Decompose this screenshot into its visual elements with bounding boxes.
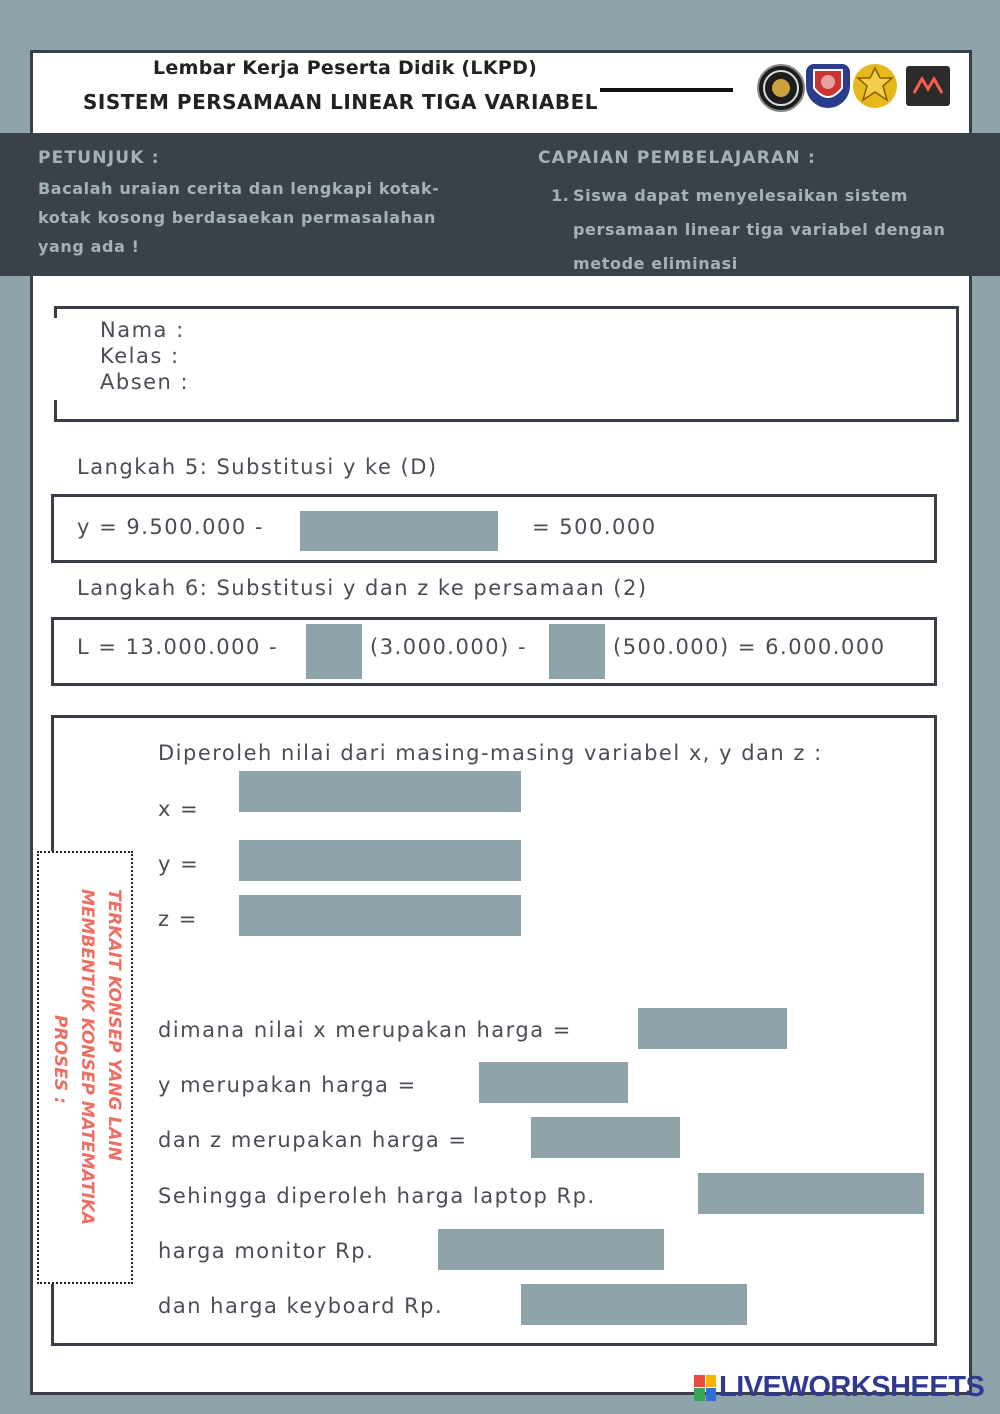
step6-coef-z-field[interactable] [549, 624, 605, 679]
process-note-box [37, 851, 133, 1284]
step6-part2: (3.000.000) - [370, 635, 528, 659]
laptop-price-field[interactable] [698, 1173, 924, 1214]
kelas-label: Kelas : [100, 344, 180, 368]
laptop-price-label: Sehingga diperoleh harga laptop Rp. [158, 1184, 596, 1208]
x-price-label: dimana nilai x merupakan harga = [158, 1018, 572, 1042]
petunjuk-text: Bacalah uraian cerita dan lengkapi kotak- kotak kosong berdasaekan permasalahan yang ada ! [38, 179, 440, 256]
step5-eq-right: = 500.000 [532, 515, 657, 539]
instruction-band [0, 133, 1000, 276]
process-note-line2: MEMBENTUK KONSEP MATEMATIKA [77, 889, 98, 1226]
step6-part3: (500.000) = 6.000.000 [613, 635, 886, 659]
z-label: z = [158, 907, 198, 931]
y-price-label: y merupakan harga = [158, 1073, 417, 1097]
keyboard-price-field[interactable] [521, 1284, 747, 1325]
x-label: x = [158, 797, 200, 821]
header-divider [600, 88, 733, 92]
y-answer-field[interactable] [239, 840, 521, 881]
result-intro: Diperoleh nilai dari masing-masing variabel x, y dan z : [158, 741, 823, 765]
university-seal-icon [757, 64, 805, 112]
x-answer-field[interactable] [239, 771, 521, 812]
capaian-label: CAPAIAN PEMBELAJARAN : [538, 148, 816, 168]
capaian-number: 1. [551, 186, 570, 205]
y-label: y = [158, 852, 200, 876]
school-badge-icon [853, 64, 897, 108]
liveworksheets-logo-icon [694, 1375, 716, 1401]
petunjuk-label: PETUNJUK : [38, 148, 160, 168]
capaian-text: Siswa dapat menyelesaikan sistem persamaan linear tiga variabel dengan metode eliminasi [573, 186, 946, 273]
step6-coef-y-field[interactable] [306, 624, 362, 679]
mascot-logo-icon [806, 64, 850, 108]
nama-label: Nama : [100, 318, 185, 342]
step6-part1: L = 13.000.000 - [77, 635, 279, 659]
step6-heading: Langkah 6: Substitusi y dan z ke persamaan (2) [77, 576, 648, 600]
watermark [694, 1371, 984, 1404]
worksheet-subtitle: SISTEM PERSAMAAN LINEAR TIGA VARIABEL [83, 90, 599, 114]
z-answer-field[interactable] [239, 895, 521, 936]
z-price-label: dan z merupakan harga = [158, 1128, 468, 1152]
keyboard-price-label: dan harga keyboard Rp. [158, 1294, 444, 1318]
absen-label: Absen : [100, 370, 190, 394]
process-note-line1: PROSES : [50, 1015, 71, 1104]
monitor-price-field[interactable] [438, 1229, 664, 1270]
z-item-field[interactable] [531, 1117, 680, 1158]
step5-heading: Langkah 5: Substitusi y ke (D) [77, 455, 438, 479]
muhi-logo-icon [906, 66, 950, 106]
step5-answer-field[interactable] [300, 511, 498, 551]
process-note-line3: TERKAIT KONSEP YANG LAIN [104, 889, 125, 1161]
step5-eq-left: y = 9.500.000 - [77, 515, 265, 539]
monitor-price-label: harga monitor Rp. [158, 1239, 375, 1263]
x-item-field[interactable] [638, 1008, 787, 1049]
worksheet-title: Lembar Kerja Peserta Didik (LKPD) [153, 57, 538, 79]
watermark-text: LIVEWORKSHEETS [719, 1371, 985, 1403]
identity-box [54, 306, 959, 422]
y-item-field[interactable] [479, 1062, 628, 1103]
